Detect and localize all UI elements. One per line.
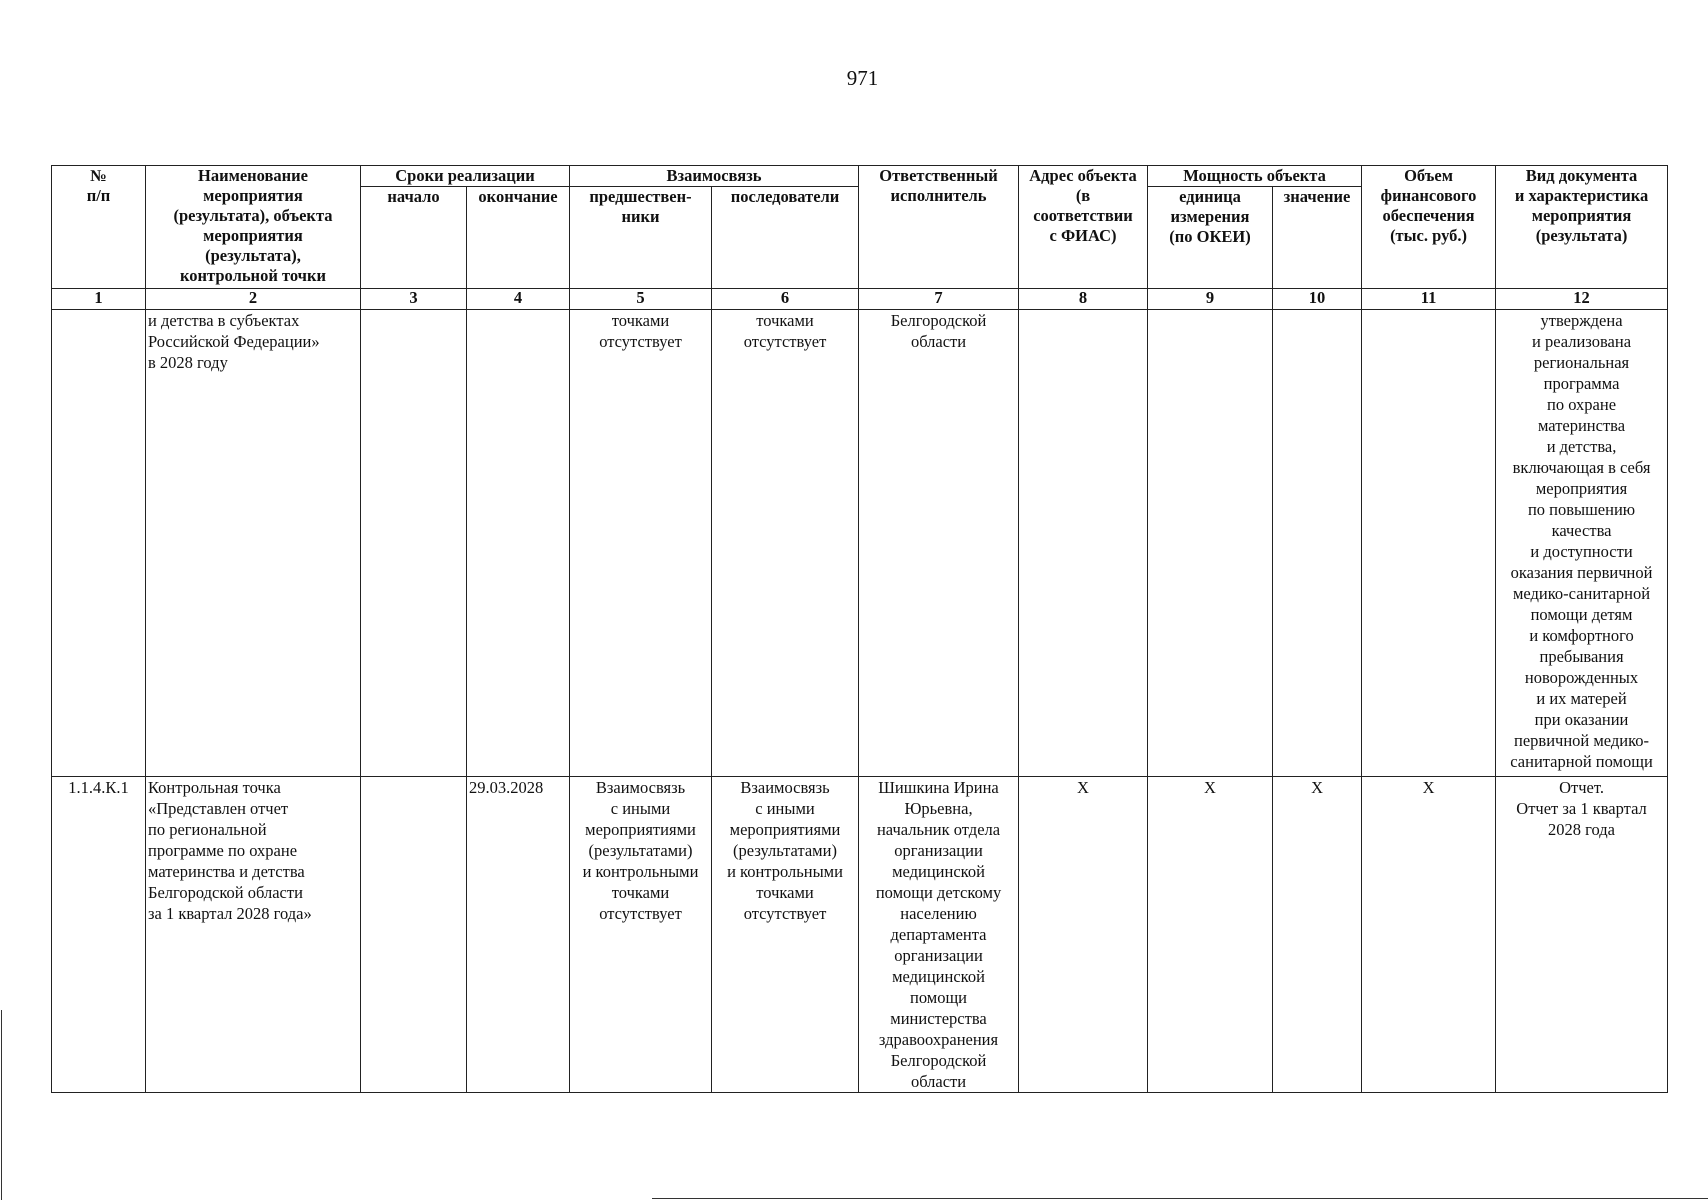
header-start: начало: [361, 187, 467, 289]
cell-finance: [1362, 310, 1496, 777]
column-number: 6: [712, 289, 859, 310]
cell-successors: Взаимосвязь с иными мероприятиями (результатами) и контрольными точками отсутствует: [712, 777, 859, 1093]
cell-predecessors: точками отсутствует: [570, 310, 712, 777]
cell-num: 1.1.4.К.1: [52, 777, 146, 1093]
column-number: 7: [859, 289, 1019, 310]
cell-address: [1019, 310, 1148, 777]
scan-edge-line: [1, 1010, 2, 1200]
column-number: 10: [1273, 289, 1362, 310]
column-number: 4: [467, 289, 570, 310]
cell-end: 29.03.2028: [467, 777, 570, 1093]
header-responsible: Ответственный исполнитель: [859, 166, 1019, 289]
header-num: № п/п: [52, 166, 146, 289]
cell-address: X: [1019, 777, 1148, 1093]
cell-name: Контрольная точка «Представлен отчет по региональной программе по охране материнства и детства Белгородской области за 1 квартал 2028 года»: [146, 777, 361, 1093]
column-number: 1: [52, 289, 146, 310]
cell-document: утверждена и реализована региональная программа по охране материнства и детства, включающая в себя мероприятия по повышению качества и доступности оказания первичной медико-санитарной помощи детям и комфортного пребывания новорожденных и их матерей при оказании первичной медико- санитарной помощи: [1496, 310, 1668, 777]
cell-predecessors: Взаимосвязь с иными мероприятиями (результатами) и контрольными точками отсутствует: [570, 777, 712, 1093]
cell-name: и детства в субъектах Российской Федерации» в 2028 году: [146, 310, 361, 777]
cell-unit: X: [1148, 777, 1273, 1093]
header-value: значение: [1273, 187, 1362, 289]
cell-value: [1273, 310, 1362, 777]
header-document: Вид документа и характеристика мероприятия (результата): [1496, 166, 1668, 289]
column-number: 12: [1496, 289, 1668, 310]
header-address: Адрес объекта (в соответствии с ФИАС): [1019, 166, 1148, 289]
cell-num: [52, 310, 146, 777]
cell-finance: X: [1362, 777, 1496, 1093]
header-predecessors: предшествен- ники: [570, 187, 712, 289]
column-number: 11: [1362, 289, 1496, 310]
cell-document: Отчет. Отчет за 1 квартал 2028 года: [1496, 777, 1668, 1093]
column-number: 8: [1019, 289, 1148, 310]
column-number: 2: [146, 289, 361, 310]
table-row: [52, 777, 1668, 1093]
column-number: 5: [570, 289, 712, 310]
implementation-plan-table: [51, 165, 1668, 1093]
header-successors: последователи: [712, 187, 859, 289]
header-terms: Сроки реализации: [361, 166, 570, 187]
header-finance: Объем финансового обеспечения (тыс. руб.): [1362, 166, 1496, 289]
column-number: 3: [361, 289, 467, 310]
cell-responsible: Шишкина Ирина Юрьевна, начальник отдела организации медицинской помощи детскому населению департамента организации медицинской помощи министерства здравоохранения Белгородской области: [859, 777, 1019, 1093]
header-power: Мощность объекта: [1148, 166, 1362, 187]
column-number-row: [52, 289, 1668, 310]
header-unit: единица измерения (по ОКЕИ): [1148, 187, 1273, 289]
cell-end: [467, 310, 570, 777]
cell-successors: точками отсутствует: [712, 310, 859, 777]
header-link: Взаимосвязь: [570, 166, 859, 187]
cell-start: [361, 777, 467, 1093]
header-end: окончание: [467, 187, 570, 289]
cell-unit: [1148, 310, 1273, 777]
cell-start: [361, 310, 467, 777]
header-name: Наименование мероприятия (результата), объекта мероприятия (результата), контрольной точки: [146, 166, 361, 289]
scan-bottom-line: [652, 1198, 1708, 1199]
page-number: 971: [846, 66, 879, 90]
cell-value: X: [1273, 777, 1362, 1093]
table-row: [52, 310, 1668, 777]
cell-responsible: Белгородской области: [859, 310, 1019, 777]
table-header: [52, 166, 1668, 289]
column-number: 9: [1148, 289, 1273, 310]
